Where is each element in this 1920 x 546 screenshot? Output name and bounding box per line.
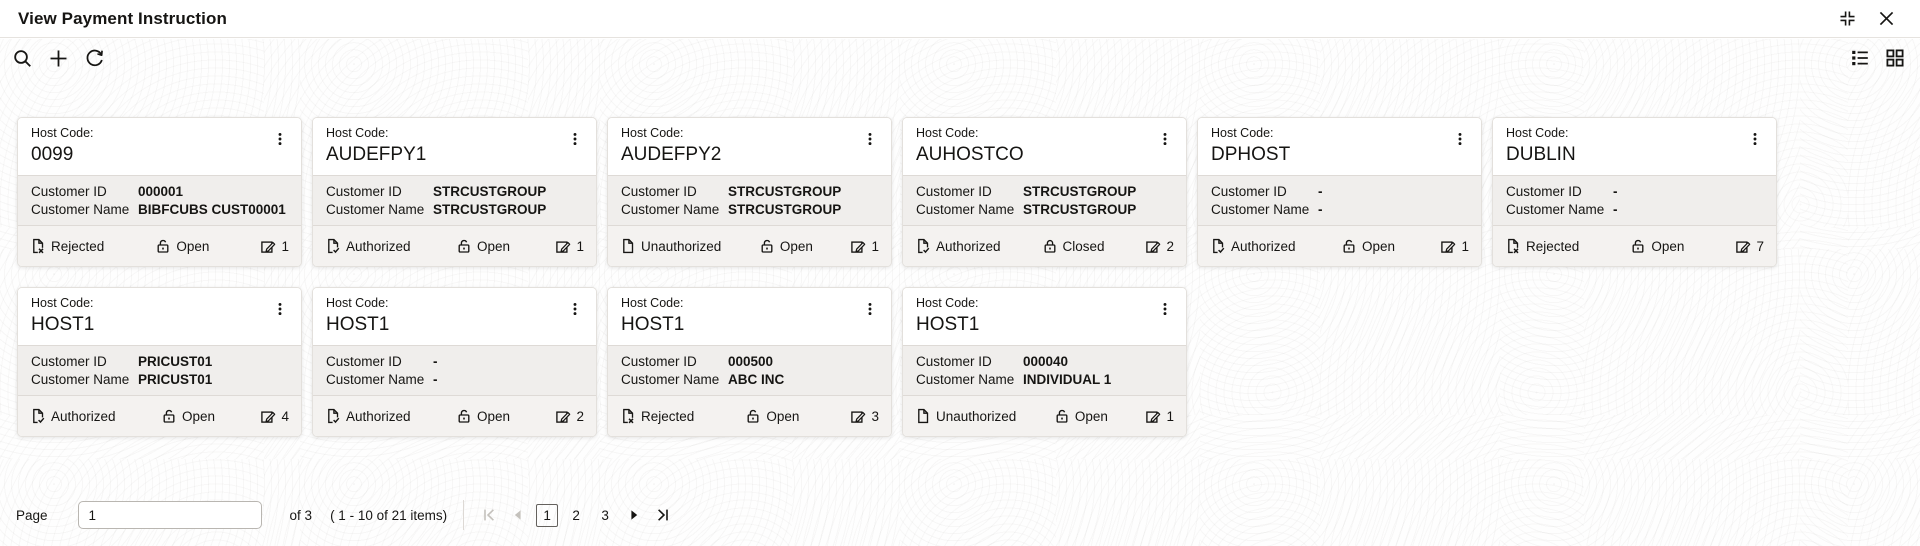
authorization-status-badge: Authorized bbox=[1210, 238, 1296, 254]
edit-icon bbox=[260, 238, 276, 254]
rejected-doc-x-icon bbox=[1505, 238, 1521, 254]
authorization-status-badge: Rejected bbox=[620, 408, 694, 424]
payment-instruction-card bbox=[1197, 117, 1482, 267]
card-menu-icon[interactable] bbox=[269, 126, 291, 152]
customer-id-label: Customer ID bbox=[916, 354, 992, 369]
card-menu-icon[interactable] bbox=[564, 296, 586, 322]
host-code-label: Host Code: bbox=[621, 296, 684, 310]
customer-name-label: Customer Name bbox=[1506, 202, 1605, 217]
unauthorized-doc-icon bbox=[620, 238, 636, 254]
edit-count-badge: 3 bbox=[850, 408, 879, 424]
customer-name-value: INDIVIDUAL 1 bbox=[1023, 372, 1112, 387]
customer-name-value: BIBFCUBS CUST00001 bbox=[138, 202, 286, 217]
host-code-value: 0099 bbox=[31, 144, 74, 165]
payment-instruction-card bbox=[1492, 117, 1777, 267]
lock-open-icon bbox=[1630, 238, 1646, 254]
lock-open-icon bbox=[456, 238, 472, 254]
edit-count-badge: 4 bbox=[260, 408, 289, 424]
edit-icon bbox=[1440, 238, 1456, 254]
edit-icon bbox=[260, 408, 276, 424]
page-number-3[interactable]: 3 bbox=[594, 504, 616, 527]
authorization-status-badge: Authorized bbox=[915, 238, 1001, 254]
authorization-status-badge: Unauthorized bbox=[620, 238, 721, 254]
record-status-badge: Open bbox=[155, 238, 209, 254]
authorization-status-badge: Authorized bbox=[325, 238, 411, 254]
payment-instruction-card bbox=[902, 117, 1187, 267]
customer-id-label: Customer ID bbox=[621, 184, 697, 199]
edit-icon bbox=[555, 408, 571, 424]
list-view-icon[interactable] bbox=[1850, 48, 1870, 68]
items-range-text: ( 1 - 10 of 21 items) bbox=[330, 507, 448, 523]
first-page-icon[interactable] bbox=[478, 504, 500, 526]
lock-closed-icon bbox=[1042, 238, 1058, 254]
customer-id-value: 000500 bbox=[728, 354, 774, 369]
edit-count-badge: 7 bbox=[1735, 238, 1764, 254]
edit-icon bbox=[850, 238, 866, 254]
authorized-doc-check-icon bbox=[915, 238, 931, 254]
customer-name-value: STRCUSTGROUP bbox=[433, 202, 547, 217]
pager-divider bbox=[463, 500, 464, 530]
lock-open-icon bbox=[155, 238, 171, 254]
page-number-2[interactable]: 2 bbox=[565, 504, 587, 527]
edit-count-badge: 1 bbox=[1440, 238, 1469, 254]
page-label: Page bbox=[16, 507, 48, 523]
search-icon[interactable] bbox=[12, 48, 33, 69]
host-code-label: Host Code: bbox=[326, 126, 389, 140]
lock-open-icon bbox=[1054, 408, 1070, 424]
card-menu-icon[interactable] bbox=[1449, 126, 1471, 152]
lock-open-icon bbox=[161, 408, 177, 424]
customer-id-value: STRCUSTGROUP bbox=[433, 184, 547, 199]
authorization-status-badge: Rejected bbox=[30, 238, 104, 254]
pagination-bar bbox=[16, 499, 674, 531]
record-status-badge: Open bbox=[1630, 238, 1684, 254]
host-code-label: Host Code: bbox=[326, 296, 389, 310]
customer-name-label: Customer Name bbox=[1211, 202, 1310, 217]
customer-name-label: Customer Name bbox=[621, 372, 720, 387]
close-icon[interactable] bbox=[1877, 9, 1896, 28]
content-area bbox=[0, 39, 1920, 546]
host-code-label: Host Code: bbox=[916, 126, 979, 140]
host-code-label: Host Code: bbox=[621, 126, 684, 140]
customer-id-label: Customer ID bbox=[1506, 184, 1582, 199]
payment-instruction-card bbox=[607, 287, 892, 437]
customer-name-value: STRCUSTGROUP bbox=[728, 202, 842, 217]
window-titlebar bbox=[0, 0, 1920, 38]
host-code-value: AUDEFPY1 bbox=[326, 144, 427, 165]
edit-count-badge: 2 bbox=[555, 408, 584, 424]
payment-instruction-card bbox=[17, 287, 302, 437]
authorization-status-badge: Unauthorized bbox=[915, 408, 1016, 424]
customer-name-label: Customer Name bbox=[916, 202, 1015, 217]
customer-id-label: Customer ID bbox=[621, 354, 697, 369]
edit-count-badge: 1 bbox=[850, 238, 879, 254]
customer-id-value: - bbox=[433, 354, 438, 369]
record-status-badge: Closed bbox=[1042, 238, 1105, 254]
customer-id-label: Customer ID bbox=[916, 184, 992, 199]
customer-name-value: STRCUSTGROUP bbox=[1023, 202, 1137, 217]
next-page-icon[interactable] bbox=[623, 504, 645, 526]
host-code-value: HOST1 bbox=[326, 314, 390, 335]
last-page-icon[interactable] bbox=[652, 504, 674, 526]
customer-id-value: 000040 bbox=[1023, 354, 1069, 369]
lock-open-icon bbox=[1341, 238, 1357, 254]
customer-id-label: Customer ID bbox=[31, 354, 107, 369]
titlebar-actions bbox=[1838, 9, 1896, 28]
page-title: View Payment Instruction bbox=[18, 8, 227, 28]
payment-instruction-card bbox=[17, 117, 302, 267]
host-code-value: AUDEFPY2 bbox=[621, 144, 722, 165]
authorized-doc-check-icon bbox=[325, 408, 341, 424]
edit-count-badge: 1 bbox=[260, 238, 289, 254]
payment-instruction-card bbox=[902, 287, 1187, 437]
card-menu-icon[interactable] bbox=[1744, 126, 1766, 152]
host-code-label: Host Code: bbox=[916, 296, 979, 310]
record-status-badge: Open bbox=[456, 238, 510, 254]
pager-controls bbox=[478, 504, 674, 527]
customer-id-value: PRICUST01 bbox=[138, 354, 213, 369]
previous-page-icon[interactable] bbox=[507, 504, 529, 526]
lock-open-icon bbox=[745, 408, 761, 424]
customer-id-label: Customer ID bbox=[326, 184, 402, 199]
toolbar bbox=[12, 48, 105, 69]
edit-count-badge: 1 bbox=[555, 238, 584, 254]
edit-count-badge: 1 bbox=[1145, 408, 1174, 424]
record-status-badge: Open bbox=[1341, 238, 1395, 254]
lock-open-icon bbox=[759, 238, 775, 254]
customer-name-label: Customer Name bbox=[326, 372, 425, 387]
authorized-doc-check-icon bbox=[325, 238, 341, 254]
host-code-value: DPHOST bbox=[1211, 144, 1291, 165]
edit-count-badge: 2 bbox=[1145, 238, 1174, 254]
customer-name-label: Customer Name bbox=[31, 202, 130, 217]
edit-icon bbox=[1145, 408, 1161, 424]
payment-instruction-card bbox=[607, 117, 892, 267]
edit-icon bbox=[555, 238, 571, 254]
host-code-value: HOST1 bbox=[31, 314, 95, 335]
record-status-badge: Open bbox=[759, 238, 813, 254]
authorized-doc-check-icon bbox=[1210, 238, 1226, 254]
card-menu-icon[interactable] bbox=[859, 296, 881, 322]
customer-name-value: ABC INC bbox=[728, 372, 785, 387]
host-code-label: Host Code: bbox=[31, 126, 94, 140]
customer-name-label: Customer Name bbox=[31, 372, 130, 387]
refresh-icon[interactable] bbox=[84, 48, 105, 69]
collapse-icon[interactable] bbox=[1838, 9, 1857, 28]
customer-id-value: - bbox=[1318, 184, 1323, 199]
host-code-label: Host Code: bbox=[31, 296, 94, 310]
record-status-badge: Open bbox=[745, 408, 799, 424]
rejected-doc-x-icon bbox=[30, 238, 46, 254]
customer-name-label: Customer Name bbox=[916, 372, 1015, 387]
edit-icon bbox=[850, 408, 866, 424]
page-of-text: of 3 bbox=[289, 507, 313, 523]
page-number-1[interactable]: 1 bbox=[536, 504, 558, 527]
card-menu-icon[interactable] bbox=[269, 296, 291, 322]
view-toggle bbox=[1850, 48, 1905, 68]
customer-id-label: Customer ID bbox=[1211, 184, 1287, 199]
payment-instruction-card bbox=[312, 287, 597, 437]
customer-name-label: Customer Name bbox=[621, 202, 720, 217]
card-menu-icon[interactable] bbox=[564, 126, 586, 152]
payment-instruction-card bbox=[312, 117, 597, 267]
authorization-status-badge: Authorized bbox=[30, 408, 116, 424]
edit-icon bbox=[1735, 238, 1751, 254]
customer-id-label: Customer ID bbox=[31, 184, 107, 199]
add-icon[interactable] bbox=[48, 48, 69, 69]
customer-id-value: 000001 bbox=[138, 184, 184, 199]
host-code-value: AUHOSTCO bbox=[916, 144, 1024, 165]
host-code-value: DUBLIN bbox=[1506, 144, 1576, 165]
card-menu-icon[interactable] bbox=[1154, 126, 1176, 152]
edit-icon bbox=[1145, 238, 1161, 254]
card-grid bbox=[17, 117, 1777, 437]
unauthorized-doc-icon bbox=[915, 408, 931, 424]
customer-id-value: - bbox=[1613, 184, 1618, 199]
customer-id-value: STRCUSTGROUP bbox=[1023, 184, 1137, 199]
card-menu-icon[interactable] bbox=[1154, 296, 1176, 322]
customer-name-value: - bbox=[433, 372, 438, 387]
authorized-doc-check-icon bbox=[30, 408, 46, 424]
customer-name-value: - bbox=[1613, 202, 1618, 217]
customer-name-value: - bbox=[1318, 202, 1323, 217]
grid-view-icon[interactable] bbox=[1885, 48, 1905, 68]
customer-id-label: Customer ID bbox=[326, 354, 402, 369]
host-code-value: HOST1 bbox=[621, 314, 685, 335]
host-code-label: Host Code: bbox=[1211, 126, 1274, 140]
rejected-doc-x-icon bbox=[620, 408, 636, 424]
lock-open-icon bbox=[456, 408, 472, 424]
customer-name-value: PRICUST01 bbox=[138, 372, 213, 387]
authorization-status-badge: Rejected bbox=[1505, 238, 1579, 254]
customer-id-value: STRCUSTGROUP bbox=[728, 184, 842, 199]
record-status-badge: Open bbox=[161, 408, 215, 424]
host-code-label: Host Code: bbox=[1506, 126, 1569, 140]
record-status-badge: Open bbox=[456, 408, 510, 424]
customer-name-label: Customer Name bbox=[326, 202, 425, 217]
authorization-status-badge: Authorized bbox=[325, 408, 411, 424]
page-number-input[interactable] bbox=[78, 501, 262, 529]
record-status-badge: Open bbox=[1054, 408, 1108, 424]
card-menu-icon[interactable] bbox=[859, 126, 881, 152]
host-code-value: HOST1 bbox=[916, 314, 980, 335]
